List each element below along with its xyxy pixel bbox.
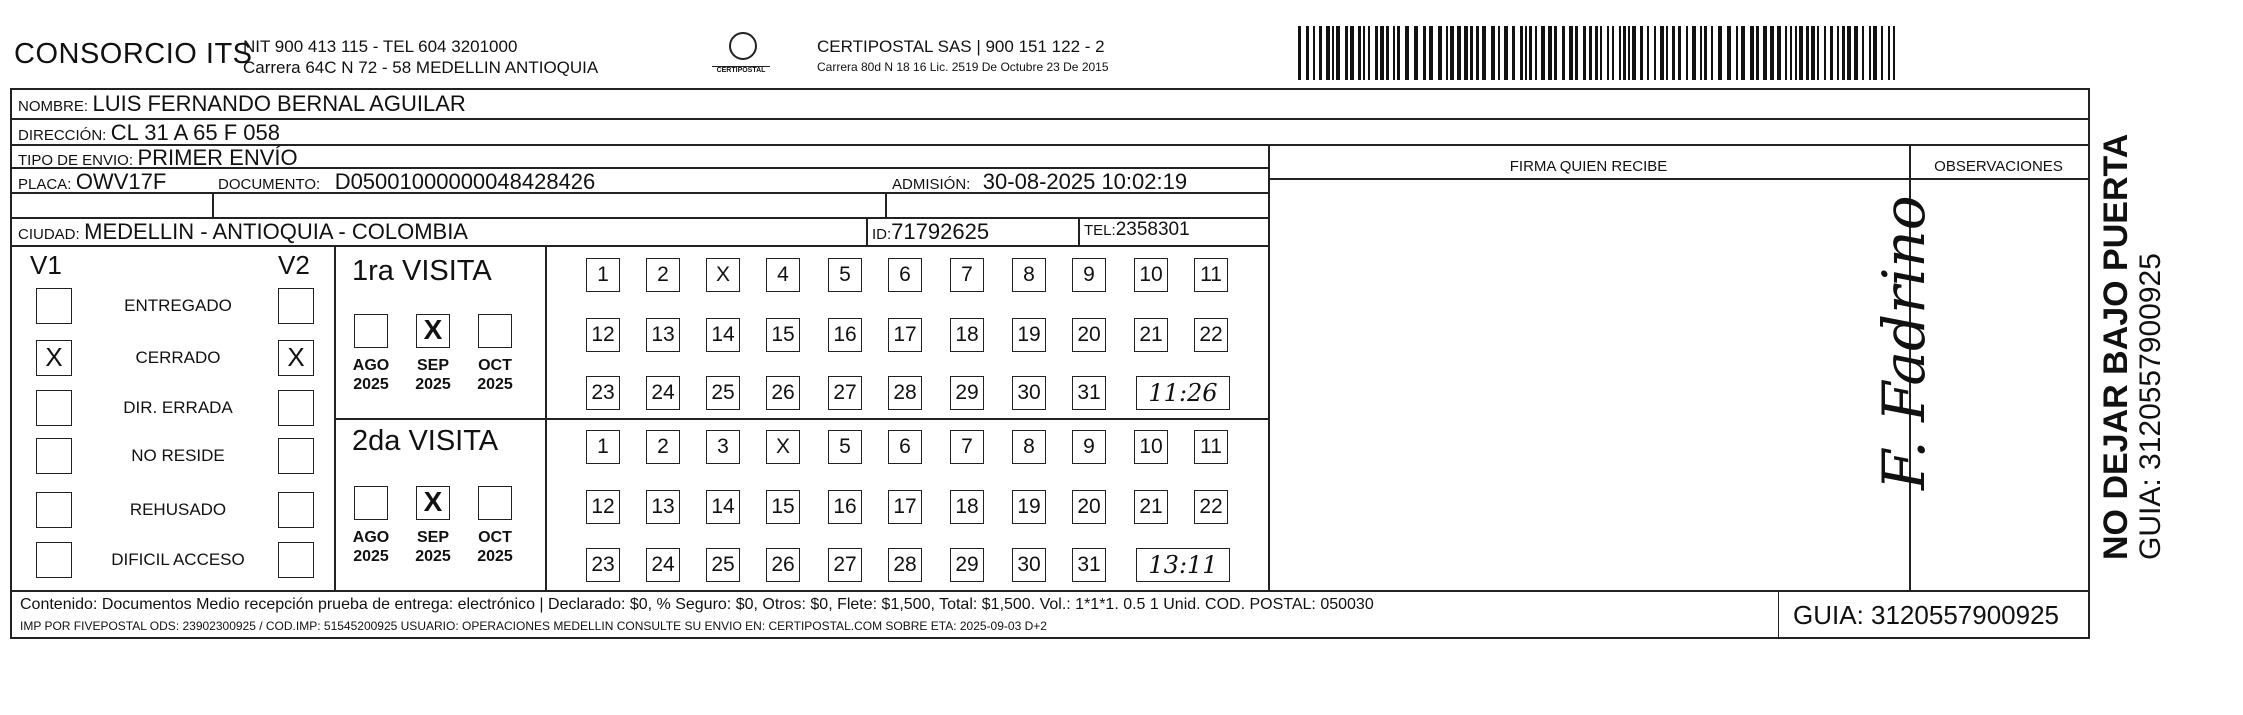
month-checkbox bbox=[354, 314, 388, 348]
barcode-bar bbox=[1525, 26, 1527, 80]
barcode-bar bbox=[1750, 26, 1754, 80]
nit-line: NIT 900 413 115 - TEL 604 3201000 bbox=[243, 37, 518, 56]
recipient-name: LUIS FERNANDO BERNAL AGUILAR bbox=[92, 91, 466, 116]
day-box: 17 bbox=[888, 490, 922, 524]
visit-time: 13:11 bbox=[1136, 548, 1230, 582]
day-box: 16 bbox=[828, 318, 862, 352]
v1-checkbox: X bbox=[36, 340, 72, 376]
day-box: 9 bbox=[1072, 258, 1106, 292]
barcode-bar bbox=[1795, 26, 1797, 80]
content-summary: Contenido: Documentos Medio recepción prueba de entrega: electrónico | Declarado: $0, % Seguro: $0, Otros: $0, Flete: $1,500, Total: $1,500. Vol.: 1*1*1. 0.5 1 Unid. COD. POSTAL: 050030 bbox=[20, 596, 1374, 613]
day-box: 10 bbox=[1134, 430, 1168, 464]
barcode-bar bbox=[1363, 26, 1365, 80]
barcode-bar bbox=[1446, 26, 1448, 80]
day-box: 11 bbox=[1194, 430, 1228, 464]
barcode-bar bbox=[1847, 26, 1851, 80]
v1-checkbox bbox=[36, 438, 72, 474]
barcode-bar bbox=[1470, 26, 1473, 80]
day-box: 22 bbox=[1194, 318, 1228, 352]
barcode-bar bbox=[1893, 26, 1895, 80]
barcode-bar bbox=[1647, 26, 1649, 80]
shipping-type-value: PRIMER ENVÍO bbox=[137, 145, 298, 170]
barcode-bar bbox=[1654, 26, 1656, 80]
v2-checkbox bbox=[278, 492, 314, 528]
day-box: 27 bbox=[828, 548, 862, 582]
barcode-bar bbox=[1583, 26, 1586, 80]
month-checkbox bbox=[354, 486, 388, 520]
day-box: 4 bbox=[766, 258, 800, 292]
month-checkbox bbox=[478, 486, 512, 520]
barcode-bar bbox=[1350, 26, 1354, 80]
month-name: SEP bbox=[416, 529, 449, 546]
barcode-bar bbox=[1770, 26, 1774, 80]
month-label bbox=[408, 356, 458, 394]
barcode-bar bbox=[1612, 26, 1614, 80]
barcode-bar bbox=[1799, 26, 1803, 80]
day-box: 31 bbox=[1072, 376, 1106, 410]
barcode-bar bbox=[1607, 26, 1609, 80]
barcode-bar bbox=[1595, 26, 1598, 80]
day-box: 3 bbox=[706, 430, 740, 464]
id-value: 71792625 bbox=[891, 219, 990, 244]
status-label: DIFICIL ACCESO bbox=[111, 550, 245, 569]
barcode-bar bbox=[1575, 26, 1578, 80]
barcode-bar bbox=[1386, 26, 1389, 80]
day-box: 27 bbox=[828, 376, 862, 410]
day-box: 13 bbox=[646, 318, 680, 352]
shipping-type-field: TIPO DE ENVIO: PRIMER ENVÍO bbox=[18, 145, 298, 170]
divider bbox=[866, 217, 868, 245]
month-year: 2025 bbox=[353, 548, 389, 565]
v2-checkbox bbox=[278, 542, 314, 578]
barcode-bar bbox=[1397, 26, 1400, 80]
barcode-bar bbox=[1298, 26, 1301, 80]
barcode-bar bbox=[1678, 26, 1681, 80]
month-label bbox=[470, 528, 520, 566]
day-box: 23 bbox=[586, 376, 620, 410]
day-box: 23 bbox=[586, 548, 620, 582]
day-box: 2 bbox=[646, 430, 680, 464]
barcode-bar bbox=[1482, 26, 1486, 80]
side-tracking-number: GUIA: 3120557900925 bbox=[2134, 253, 2167, 560]
day-box: 18 bbox=[950, 490, 984, 524]
status-label: DIR. ERRADA bbox=[123, 398, 233, 417]
divider bbox=[1268, 178, 2088, 180]
company-address: Carrera 64C N 72 - 58 MEDELLIN ANTIOQUIA bbox=[243, 58, 599, 77]
status-label: NO RESIDE bbox=[131, 446, 225, 465]
day-box: 19 bbox=[1012, 318, 1046, 352]
barcode-bar bbox=[1498, 26, 1500, 80]
day-box: 7 bbox=[950, 258, 984, 292]
month-name: AGO bbox=[352, 529, 390, 546]
day-box: 29 bbox=[950, 376, 984, 410]
barcode-bar bbox=[1368, 26, 1370, 80]
barcode-bar bbox=[1438, 26, 1442, 80]
day-box: 21 bbox=[1134, 490, 1168, 524]
month-name: AGO bbox=[352, 357, 390, 374]
barcode-bar bbox=[1345, 26, 1348, 80]
barcode-bar bbox=[1806, 26, 1809, 80]
barcode-bar bbox=[1854, 26, 1858, 80]
observations-label: OBSERVACIONES bbox=[1934, 158, 2063, 175]
tracking-number-box: GUIA: 3120557900925 bbox=[1778, 592, 2088, 638]
courier-logo bbox=[712, 32, 770, 78]
side-instruction: NO DEJAR BAJO PUERTA bbox=[2097, 133, 2135, 560]
barcode-bar bbox=[1888, 26, 1890, 80]
barcode-bar bbox=[1837, 26, 1839, 80]
v2-checkbox bbox=[278, 390, 314, 426]
barcode-bar bbox=[1842, 26, 1845, 80]
barcode-bar bbox=[1541, 26, 1545, 80]
v1-label: V1 bbox=[30, 250, 62, 280]
day-box: 2 bbox=[646, 258, 680, 292]
plate-value: OWV17F bbox=[75, 169, 167, 194]
barcode-bar bbox=[1790, 26, 1792, 80]
barcode-bar bbox=[1491, 26, 1495, 80]
barcode-bar bbox=[1660, 26, 1664, 80]
barcode-bar bbox=[1529, 26, 1532, 80]
barcode-bar bbox=[1554, 26, 1557, 80]
barcode-bar bbox=[1632, 26, 1636, 80]
signature-label: FIRMA QUIEN RECIBE bbox=[1509, 158, 1668, 175]
month-checkbox bbox=[478, 314, 512, 348]
day-box: 19 bbox=[1012, 490, 1046, 524]
v1-checkbox bbox=[36, 542, 72, 578]
divider bbox=[10, 245, 1268, 247]
day-box: 5 bbox=[828, 430, 862, 464]
month-name: SEP bbox=[416, 357, 449, 374]
barcode-bar bbox=[1700, 26, 1702, 80]
barcode-bar bbox=[1548, 26, 1552, 80]
day-box: 1 bbox=[586, 258, 620, 292]
logo-caption: CERTIPOSTAL bbox=[712, 66, 770, 74]
day-box: 15 bbox=[766, 318, 800, 352]
day-box: 9 bbox=[1072, 430, 1106, 464]
divider bbox=[885, 192, 887, 217]
barcode-bar bbox=[1414, 26, 1418, 80]
month-year: 2025 bbox=[477, 548, 513, 565]
barcode-bar bbox=[1830, 26, 1833, 80]
barcode-bar bbox=[1600, 26, 1602, 80]
barcode-bar bbox=[1358, 26, 1361, 80]
barcode-bar bbox=[1686, 26, 1688, 80]
barcode-bar bbox=[1619, 26, 1621, 80]
v2-checkbox: X bbox=[278, 340, 314, 376]
barcode-bar bbox=[1336, 26, 1340, 80]
barcode-bar bbox=[1332, 26, 1334, 80]
month-name: OCT bbox=[478, 357, 512, 374]
day-box: 20 bbox=[1072, 490, 1106, 524]
address-value: CL 31 A 65 F 058 bbox=[110, 120, 280, 145]
day-box: 21 bbox=[1134, 318, 1168, 352]
company-info bbox=[243, 36, 598, 78]
barcode-bar bbox=[1380, 26, 1384, 80]
barcode-bar bbox=[1306, 26, 1309, 80]
day-box: 25 bbox=[706, 376, 740, 410]
day-box: 15 bbox=[766, 490, 800, 524]
barcode-bar bbox=[1476, 26, 1479, 80]
brand-name: CONSORCIO ITS bbox=[14, 38, 253, 70]
v2-checkbox bbox=[278, 288, 314, 324]
day-box: 28 bbox=[888, 376, 922, 410]
recipient-signature: F. Fadrino bbox=[1870, 195, 1938, 490]
barcode-bar bbox=[1785, 26, 1787, 80]
barcode-bar bbox=[1405, 26, 1409, 80]
month-checkbox: X bbox=[416, 314, 450, 348]
day-box: 6 bbox=[888, 430, 922, 464]
barcode-bar bbox=[1873, 26, 1877, 80]
day-box: 24 bbox=[646, 376, 680, 410]
divider bbox=[334, 245, 336, 590]
barcode-bar bbox=[1535, 26, 1537, 80]
visit-time: 11:26 bbox=[1136, 376, 1230, 410]
courier-line: CERTIPOSTAL SAS | 900 151 122 - 2 bbox=[817, 37, 1105, 56]
barcode-bar bbox=[1862, 26, 1864, 80]
barcode-bar bbox=[1423, 26, 1426, 80]
barcode-bar bbox=[1589, 26, 1592, 80]
day-box: 17 bbox=[888, 318, 922, 352]
divider bbox=[334, 418, 1268, 420]
second-visit-title: 2da VISITA bbox=[352, 425, 499, 457]
day-box: 20 bbox=[1072, 318, 1106, 352]
day-box: 31 bbox=[1072, 548, 1106, 582]
month-year: 2025 bbox=[415, 548, 451, 565]
barcode-bar bbox=[1464, 26, 1468, 80]
day-box: 7 bbox=[950, 430, 984, 464]
day-box: 30 bbox=[1012, 548, 1046, 582]
barcode-bar bbox=[1569, 26, 1573, 80]
month-year: 2025 bbox=[477, 376, 513, 393]
day-box: 10 bbox=[1134, 258, 1168, 292]
v2-label: V2 bbox=[278, 250, 310, 280]
day-box: 1 bbox=[586, 430, 620, 464]
barcode-bar bbox=[1313, 26, 1315, 80]
barcode-bar bbox=[1718, 26, 1722, 80]
v1-checkbox bbox=[36, 288, 72, 324]
barcode-bar bbox=[1504, 26, 1508, 80]
barcode-bar bbox=[1450, 26, 1454, 80]
barcode-bar bbox=[1881, 26, 1883, 80]
barcode-bar bbox=[1756, 26, 1759, 80]
day-box: 8 bbox=[1012, 430, 1046, 464]
document-value: D05001000000048428426 bbox=[334, 169, 596, 194]
day-box: 5 bbox=[828, 258, 862, 292]
day-box: 29 bbox=[950, 548, 984, 582]
barcode-bar bbox=[1375, 26, 1378, 80]
day-box: 24 bbox=[646, 548, 680, 582]
barcode-bar bbox=[1869, 26, 1871, 80]
barcode-bar bbox=[1562, 26, 1565, 80]
barcode-bar bbox=[1319, 26, 1322, 80]
print-info: IMP POR FIVEPOSTAL ODS: 23902300925 / COD.IMP: 51545200925 USUARIO: OPERACIONES MEDELLIN CONSULTE SU ENVIO EN: CERTIPOSTAL.COM SOBRE ETA: 2025-09-03 D+2 bbox=[20, 619, 1047, 633]
day-box: 26 bbox=[766, 548, 800, 582]
month-name: OCT bbox=[478, 529, 512, 546]
status-label: REHUSADO bbox=[129, 500, 227, 519]
divider bbox=[212, 192, 214, 217]
divider bbox=[1268, 144, 1270, 590]
barcode bbox=[1298, 26, 1896, 80]
day-box: X bbox=[706, 258, 740, 292]
barcode-bar bbox=[1429, 26, 1433, 80]
barcode-bar bbox=[1811, 26, 1815, 80]
document-field: DOCUMENTO: D05001000000048428426 bbox=[218, 169, 596, 194]
barcode-bar bbox=[1326, 26, 1330, 80]
month-year: 2025 bbox=[415, 376, 451, 393]
month-year: 2025 bbox=[353, 376, 389, 393]
day-box: 12 bbox=[586, 490, 620, 524]
day-box: 8 bbox=[1012, 258, 1046, 292]
day-box: 14 bbox=[706, 318, 740, 352]
phone-field: TEL:2358301 bbox=[1084, 219, 1190, 240]
divider bbox=[1078, 217, 1080, 245]
day-box: 14 bbox=[706, 490, 740, 524]
courier-info bbox=[817, 36, 1109, 78]
day-box: 12 bbox=[586, 318, 620, 352]
barcode-bar bbox=[1640, 26, 1643, 80]
barcode-bar bbox=[1623, 26, 1626, 80]
month-label bbox=[408, 528, 458, 566]
barcode-bar bbox=[1817, 26, 1819, 80]
day-box: 6 bbox=[888, 258, 922, 292]
day-box: X bbox=[766, 430, 800, 464]
barcode-bar bbox=[1512, 26, 1515, 80]
day-box: 13 bbox=[646, 490, 680, 524]
barcode-bar bbox=[1777, 26, 1781, 80]
barcode-bar bbox=[1628, 26, 1630, 80]
admission-field: ADMISIÓN: 30-08-2025 10:02:19 bbox=[892, 169, 1188, 194]
city-field: CIUDAD: MEDELLIN - ANTIOQUIA - COLOMBIA bbox=[18, 219, 468, 244]
plate-field: PLACA: OWV17F bbox=[18, 169, 167, 194]
day-box: 30 bbox=[1012, 376, 1046, 410]
month-checkbox: X bbox=[416, 486, 450, 520]
barcode-bar bbox=[1520, 26, 1523, 80]
barcode-bar bbox=[1736, 26, 1738, 80]
v2-checkbox bbox=[278, 438, 314, 474]
barcode-bar bbox=[1393, 26, 1395, 80]
divider bbox=[545, 245, 547, 590]
barcode-bar bbox=[1711, 26, 1713, 80]
barcode-bar bbox=[1763, 26, 1767, 80]
recipient-name-field: NOMBRE: LUIS FERNANDO BERNAL AGUILAR bbox=[18, 91, 466, 116]
logo-circle-icon bbox=[729, 32, 757, 60]
id-field: ID:71792625 bbox=[872, 219, 990, 244]
first-visit-title: 1ra VISITA bbox=[352, 255, 492, 287]
day-box: 25 bbox=[706, 548, 740, 582]
month-label bbox=[346, 356, 396, 394]
divider bbox=[10, 144, 2090, 146]
status-label: ENTREGADO bbox=[124, 296, 232, 315]
barcode-bar bbox=[1692, 26, 1696, 80]
status-label: CERRADO bbox=[135, 348, 221, 367]
side-instructions bbox=[2098, 134, 2168, 560]
courier-address: Carrera 80d N 18 16 Lic. 2519 De Octubre 23 De 2015 bbox=[817, 60, 1109, 74]
day-box: 26 bbox=[766, 376, 800, 410]
barcode-bar bbox=[1741, 26, 1745, 80]
address-field: DIRECCIÓN: CL 31 A 65 F 058 bbox=[18, 120, 280, 145]
barcode-bar bbox=[1457, 26, 1461, 80]
day-box: 18 bbox=[950, 318, 984, 352]
barcode-bar bbox=[1672, 26, 1675, 80]
v1-checkbox bbox=[36, 492, 72, 528]
barcode-bar bbox=[1824, 26, 1826, 80]
day-box: 16 bbox=[828, 490, 862, 524]
barcode-bar bbox=[1666, 26, 1668, 80]
barcode-bar bbox=[1727, 26, 1731, 80]
month-label bbox=[346, 528, 396, 566]
month-label bbox=[470, 356, 520, 394]
city-value: MEDELLIN - ANTIOQUIA - COLOMBIA bbox=[84, 219, 468, 244]
day-box: 22 bbox=[1194, 490, 1228, 524]
phone-value: 2358301 bbox=[1115, 219, 1190, 240]
barcode-bar bbox=[1704, 26, 1707, 80]
admission-value: 30-08-2025 10:02:19 bbox=[982, 169, 1188, 194]
divider bbox=[10, 118, 2090, 120]
v1-checkbox bbox=[36, 390, 72, 426]
day-box: 11 bbox=[1194, 258, 1228, 292]
day-box: 28 bbox=[888, 548, 922, 582]
